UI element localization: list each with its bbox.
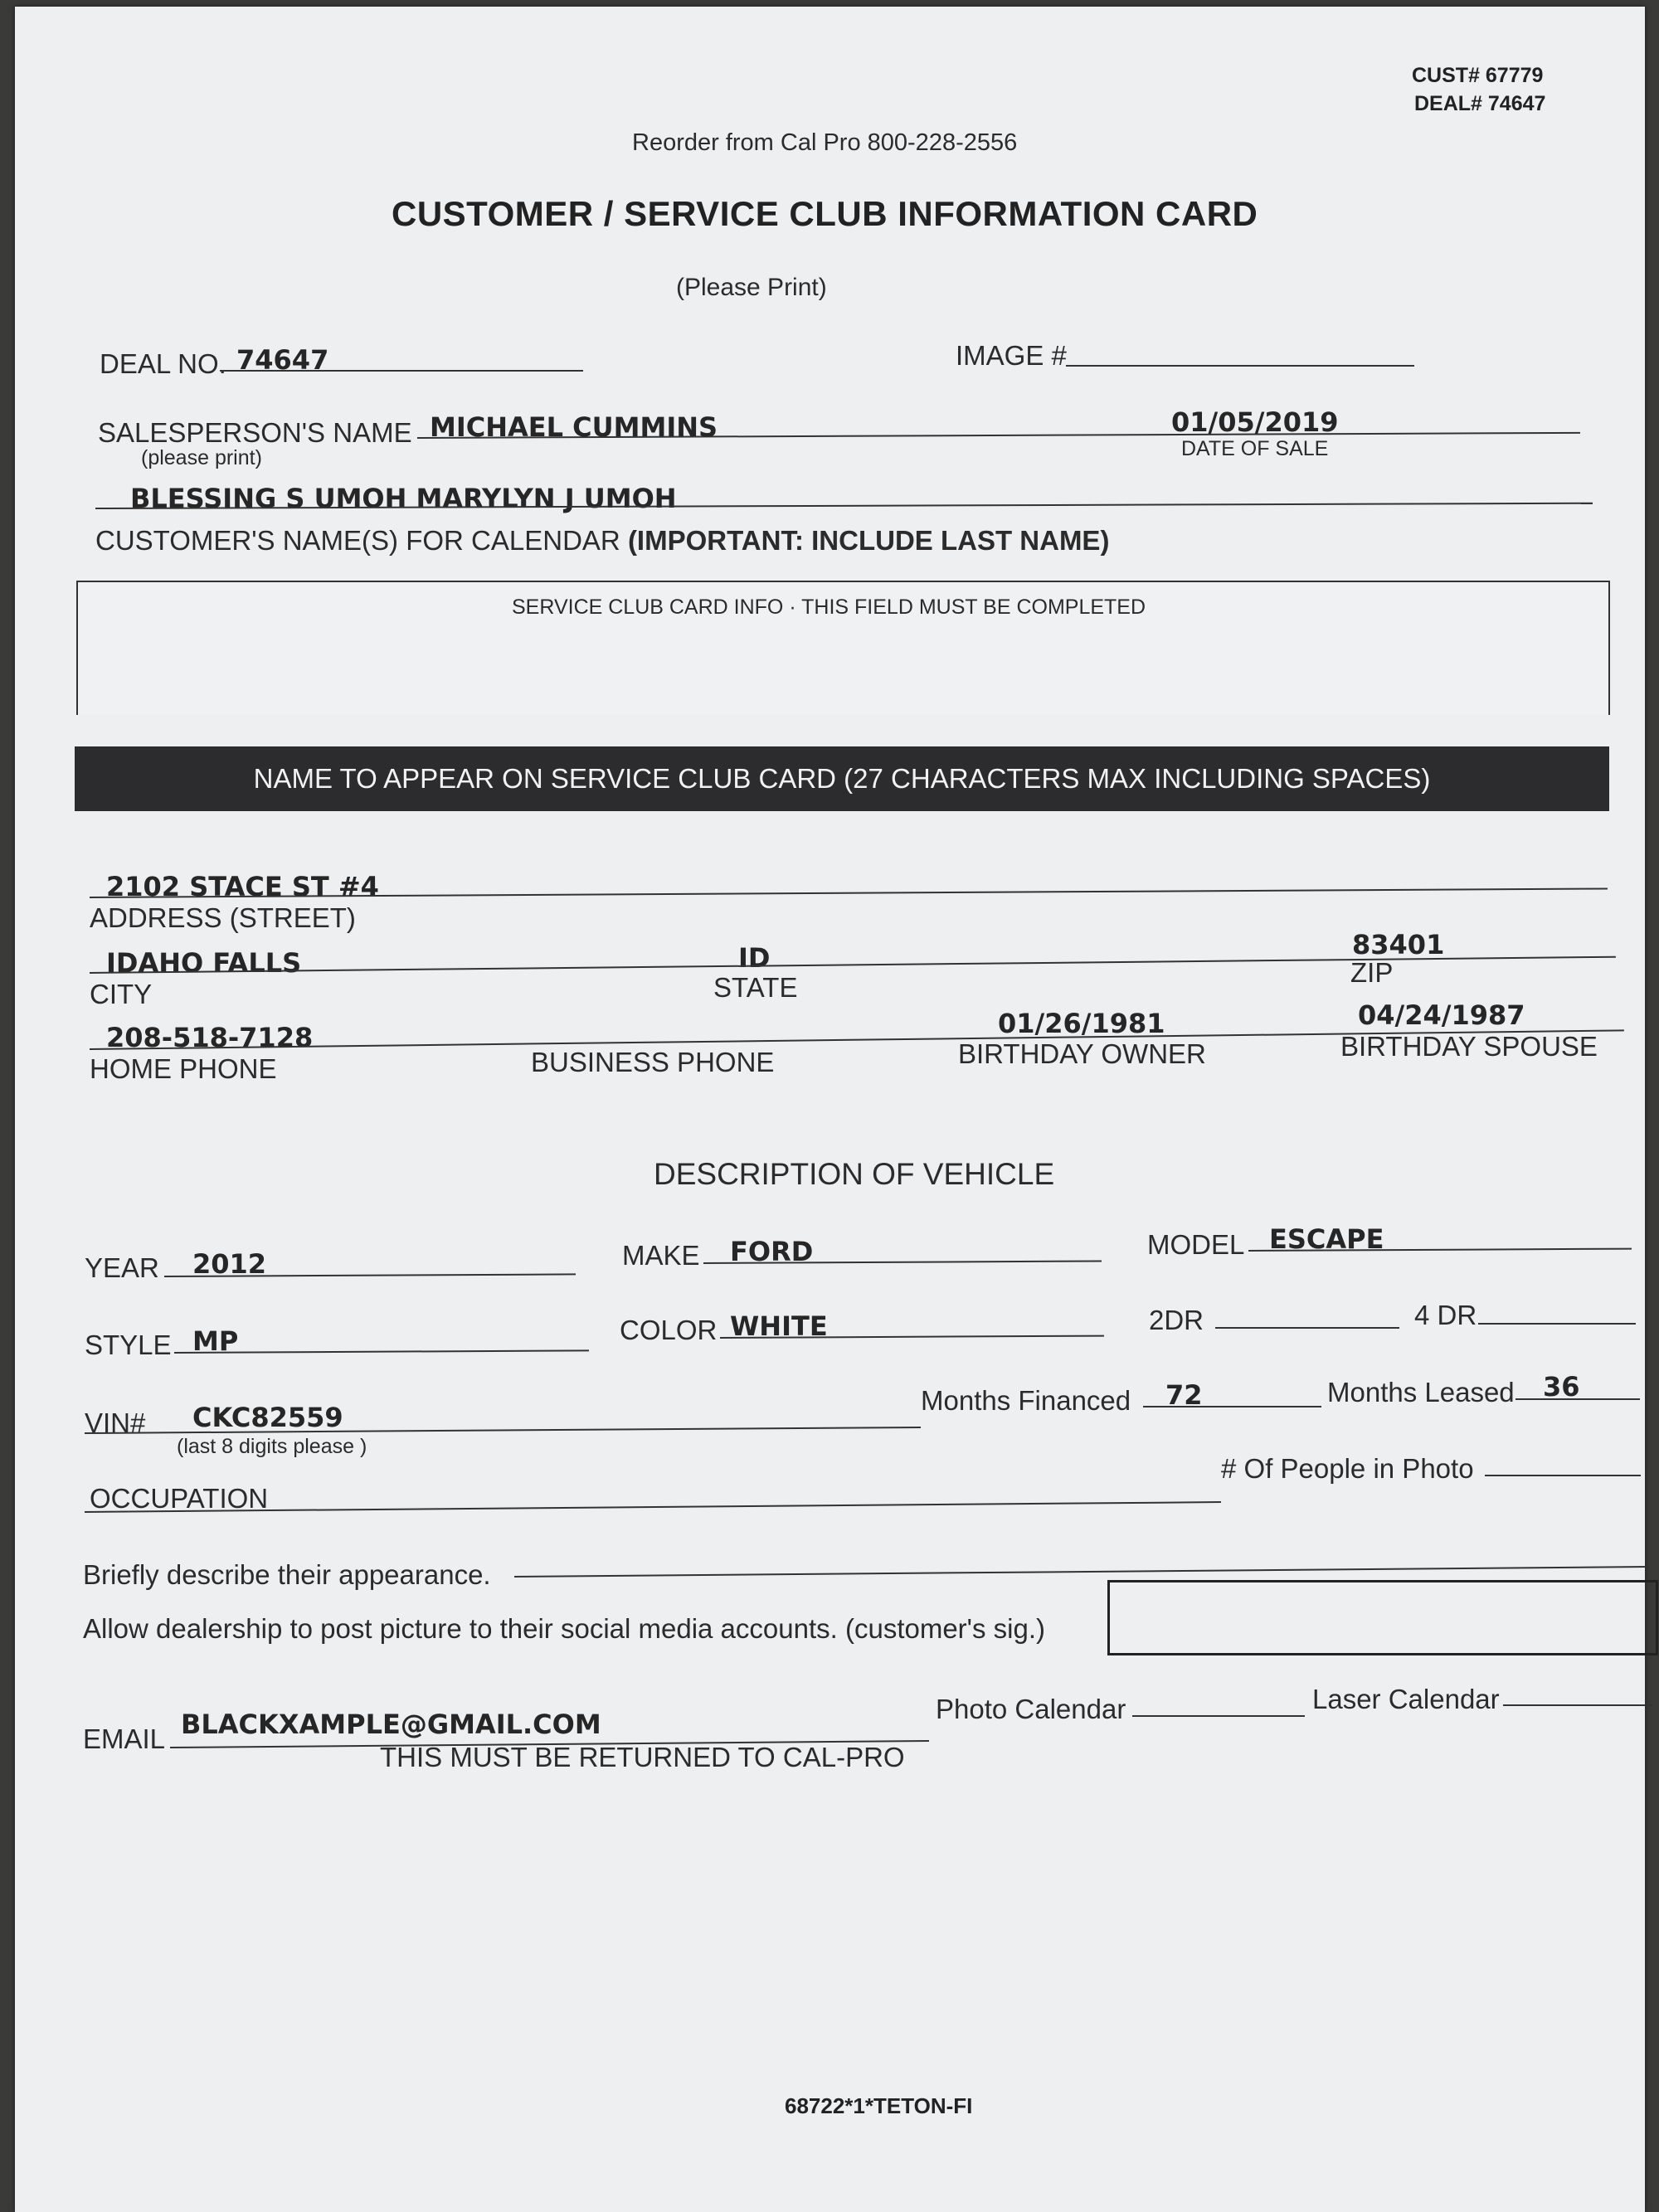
birthday-spouse-label: BIRTHDAY SPOUSE — [1340, 1031, 1598, 1062]
email-label: EMAIL — [83, 1723, 166, 1754]
date-of-sale-value[interactable]: 01/05/2019 — [1171, 406, 1339, 438]
service-club-box-label: SERVICE CLUB CARD INFO · THIS FIELD MUST BE COMPLETED — [512, 596, 1146, 619]
service-club-bar-label: NAME TO APPEAR ON SERVICE CLUB CARD (27 CHARACTERS MAX INCLUDING SPACES) — [253, 763, 1431, 794]
people-in-photo-line[interactable] — [1485, 1475, 1641, 1476]
model-value[interactable]: ESCAPE — [1269, 1223, 1384, 1255]
customer-names-value[interactable]: BLESSING S UMOH MARYLYN J UMOH — [130, 483, 677, 514]
birthday-spouse-value[interactable]: 04/24/1987 — [1358, 999, 1525, 1031]
service-club-name-bar — [75, 746, 1609, 811]
4dr-line[interactable] — [1478, 1323, 1636, 1325]
year-value[interactable]: 2012 — [192, 1248, 267, 1280]
date-of-sale-label: DATE OF SALE — [1181, 437, 1329, 460]
model-label: MODEL — [1147, 1229, 1245, 1260]
deal-number: DEAL# 74647 — [1414, 92, 1546, 115]
salesperson-value[interactable]: MICHAEL CUMMINS — [430, 411, 718, 443]
business-phone-label[interactable]: BUSINESS PHONE — [531, 1047, 775, 1077]
style-value[interactable]: MP — [192, 1325, 239, 1357]
months-financed-label: Months Financed — [921, 1385, 1131, 1416]
deal-no-value[interactable]: 74647 — [236, 344, 329, 376]
laser-calendar-label: Laser Calendar — [1312, 1684, 1500, 1714]
deal-no-label: DEAL NO. — [100, 348, 226, 379]
customer-names-label-text: CUSTOMER'S NAME(S) FOR CALENDAR — [95, 525, 620, 556]
months-financed-value[interactable]: 72 — [1165, 1379, 1203, 1411]
salesperson-label: SALESPERSON'S NAME — [98, 417, 412, 448]
form-title: CUSTOMER / SERVICE CLUB INFORMATION CARD — [392, 194, 1258, 233]
customer-signature-box[interactable] — [1107, 1580, 1658, 1655]
birthday-owner-label: BIRTHDAY OWNER — [958, 1038, 1206, 1069]
reorder-note: Reorder from Cal Pro 800-228-2556 — [632, 129, 1018, 156]
zip-value[interactable]: 83401 — [1352, 929, 1445, 960]
style-label: STYLE — [85, 1330, 172, 1360]
social-media-permission-label: Allow dealership to post picture to their social media accounts. (customer's sig.) — [83, 1613, 1045, 1644]
year-label: YEAR — [85, 1252, 159, 1283]
street-label: ADDRESS (STREET) — [90, 902, 356, 933]
form-paper — [15, 7, 1645, 2212]
birthday-owner-value[interactable]: 01/26/1981 — [998, 1008, 1165, 1039]
people-in-photo-label: # Of People in Photo — [1221, 1453, 1474, 1484]
zip-label: ZIP — [1350, 957, 1394, 988]
color-label: COLOR — [620, 1315, 718, 1345]
customer-names-label-important: (IMPORTANT: INCLUDE LAST NAME) — [627, 525, 1110, 556]
salesperson-sublabel: (please print) — [141, 446, 262, 469]
make-value[interactable]: FORD — [730, 1236, 814, 1267]
occupation-label: OCCUPATION — [90, 1483, 269, 1514]
2dr-line[interactable] — [1215, 1327, 1399, 1329]
home-phone-value[interactable]: 208-518-7128 — [106, 1022, 314, 1053]
street-value[interactable]: 2102 STACE ST #4 — [106, 871, 379, 902]
make-label: MAKE — [622, 1240, 700, 1271]
laser-calendar-line[interactable] — [1503, 1704, 1652, 1706]
city-label: CITY — [90, 979, 153, 1009]
photo-calendar-line[interactable] — [1132, 1715, 1305, 1717]
2dr-label: 2DR — [1149, 1305, 1204, 1335]
color-value[interactable]: WHITE — [730, 1310, 828, 1342]
city-value[interactable]: IDAHO FALLS — [106, 947, 302, 979]
vehicle-heading: DESCRIPTION OF VEHICLE — [654, 1157, 1055, 1191]
return-note: THIS MUST BE RETURNED TO CAL-PRO — [380, 1742, 905, 1772]
vin-label: VIN# — [85, 1407, 146, 1438]
vin-note: (last 8 digits please ) — [177, 1435, 367, 1458]
image-number-label: IMAGE # — [956, 340, 1067, 371]
vin-value[interactable]: CKC82559 — [192, 1402, 343, 1433]
appearance-label: Briefly describe their appearance. — [83, 1559, 491, 1590]
state-label: STATE — [713, 972, 798, 1003]
months-leased-label: Months Leased — [1327, 1377, 1515, 1407]
state-value[interactable]: ID — [738, 942, 771, 974]
months-leased-value[interactable]: 36 — [1543, 1371, 1580, 1403]
photo-calendar-label: Photo Calendar — [936, 1694, 1126, 1724]
email-value[interactable]: BLACKXAMPLE@GMAIL.COM — [181, 1709, 601, 1740]
please-print-note: (Please Print) — [676, 274, 827, 301]
4dr-label: 4 DR — [1414, 1300, 1477, 1330]
image-number-line[interactable] — [1066, 365, 1414, 367]
cust-number: CUST# 67779 — [1412, 64, 1544, 87]
form-code: 68722*1*TETON-FI — [785, 2093, 973, 2118]
home-phone-label: HOME PHONE — [90, 1053, 277, 1084]
customer-names-label — [95, 525, 1109, 557]
